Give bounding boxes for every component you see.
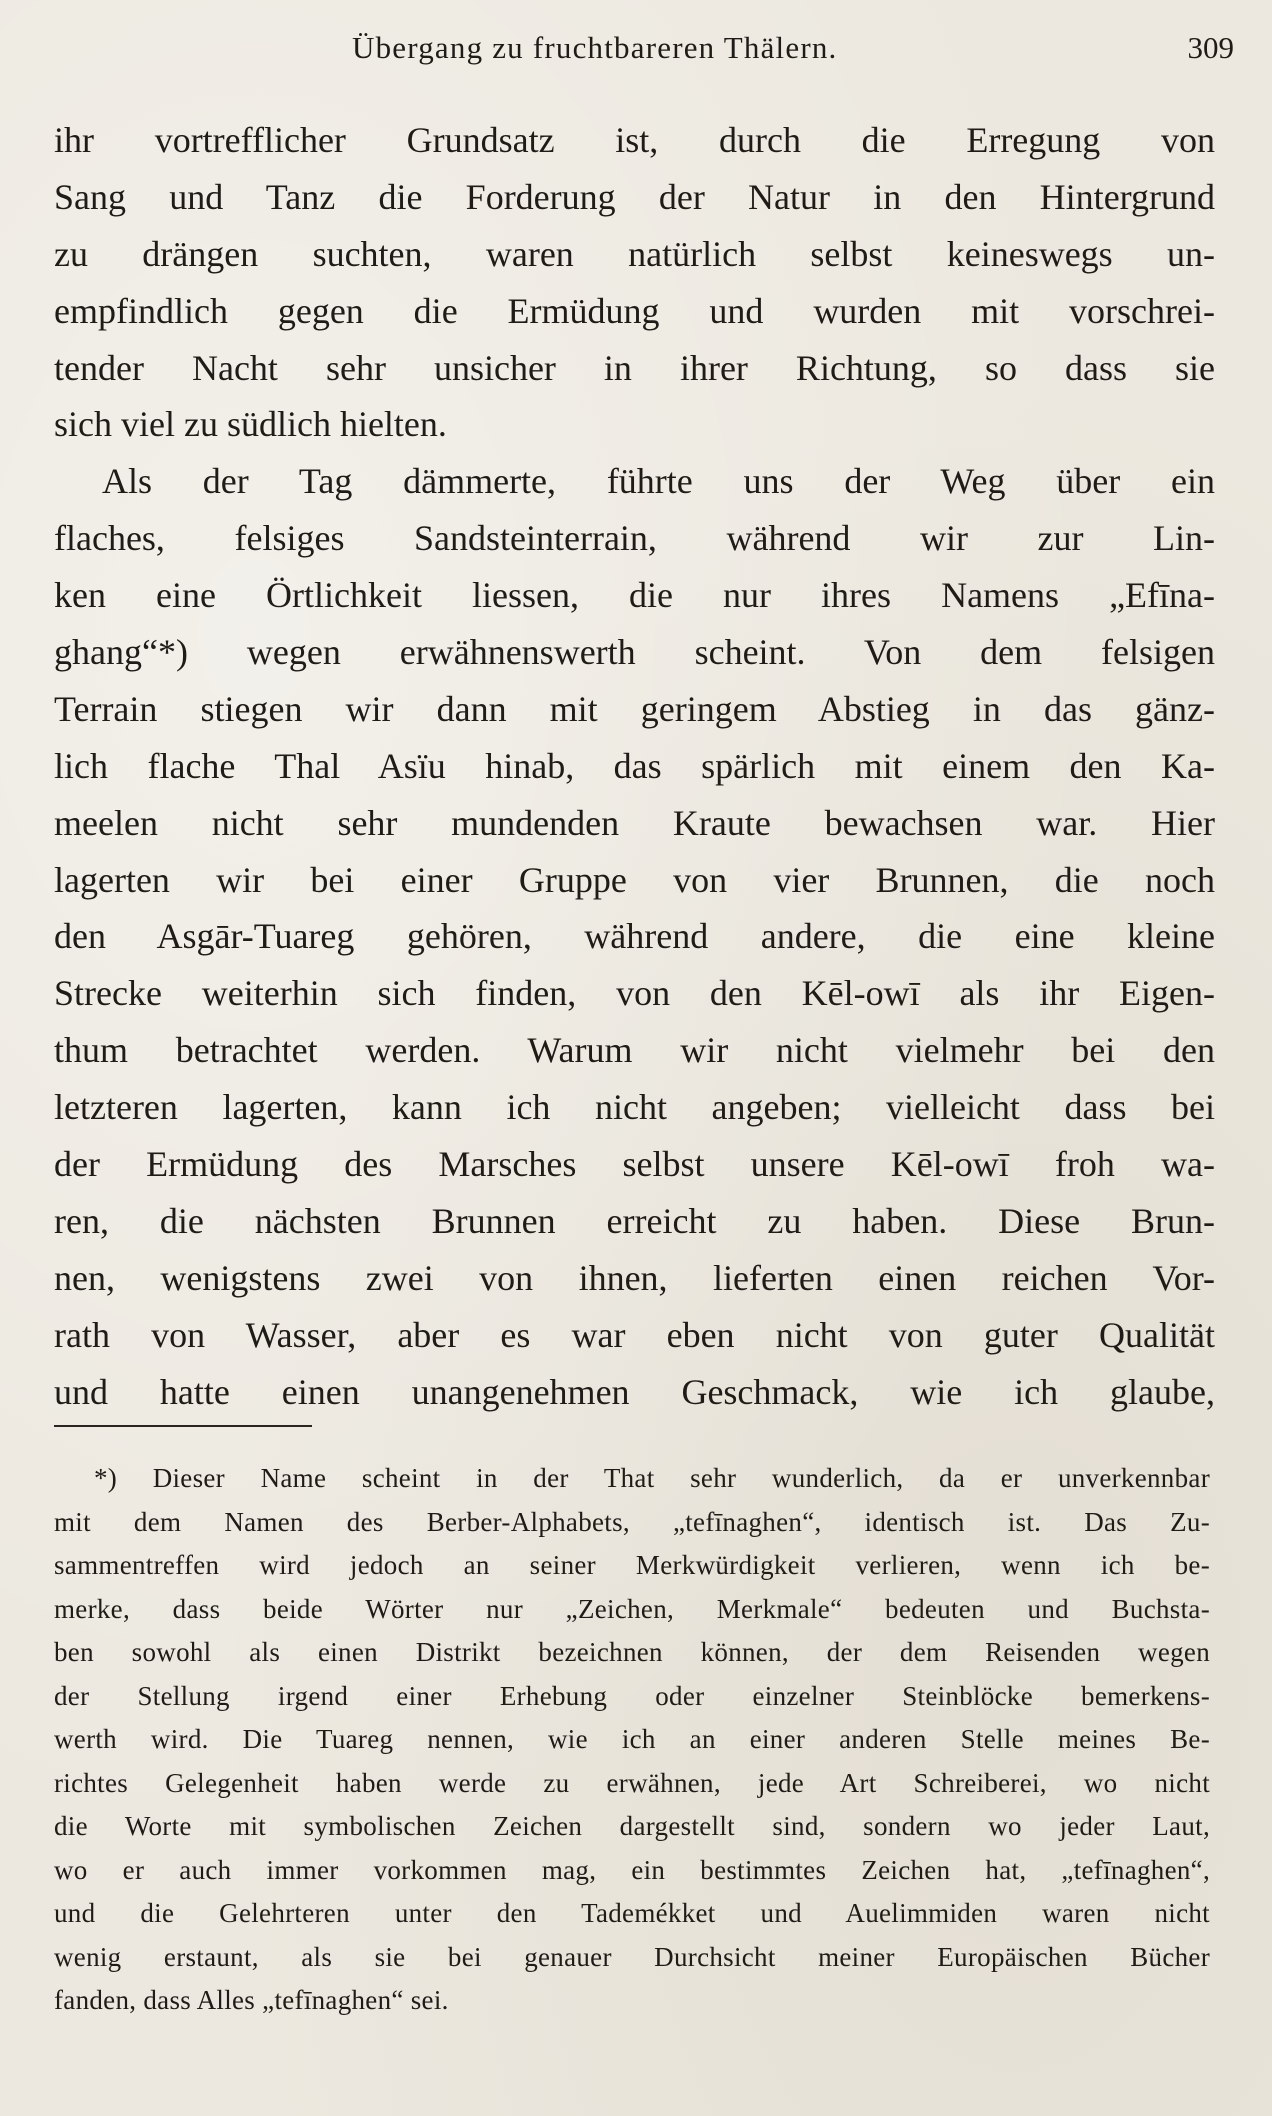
body-line: tender Nacht sehr unsicher in ihrer Richtung, so dass sie bbox=[54, 347, 1215, 388]
body-line: lagerten wir bei einer Gruppe von vier Brunnen, die noch bbox=[54, 859, 1215, 900]
footnote-line: wo er auch immer vorkommen mag, ein bestimmtes Zeichen hat, „tefīnaghen“, bbox=[54, 1854, 1210, 1885]
body-line: zu drängen suchten, waren natürlich selbst keineswegs un- bbox=[54, 233, 1215, 274]
body-line: Terrain stiegen wir dann mit geringem Abstieg in das gänz- bbox=[54, 688, 1215, 729]
footnote-line: fanden, dass Alles „tefīnaghen“ sei. bbox=[54, 1985, 449, 2015]
footnote-line: richtes Gelegenheit haben werde zu erwähnen, jede Art Schreiberei, wo nicht bbox=[54, 1767, 1210, 1798]
footnote bbox=[54, 1457, 1210, 2023]
footnote-line: die Worte mit symbolischen Zeichen dargestellt sind, sondern wo jeder Laut, bbox=[54, 1811, 1210, 1841]
body-line: lich flache Thal Asïu hinab, das spärlich mit einem den Ka- bbox=[54, 745, 1215, 786]
body-text bbox=[54, 112, 1215, 1420]
body-line: meelen nicht sehr mundenden Kraute bewachsen war. Hier bbox=[54, 802, 1215, 843]
footnote-line: werth wird. Die Tuareg nennen, wie ich an einer anderen Stelle meines Be- bbox=[54, 1724, 1210, 1754]
footnote-line: *) Dieser Name scheint in der That sehr wunderlich, da er unverkennbar bbox=[94, 1463, 1210, 1493]
body-line: und hatte einen unangenehmen Geschmack, wie ich glaube, bbox=[54, 1371, 1215, 1412]
body-line: Als der Tag dämmerte, führte uns der Weg über ein bbox=[102, 461, 1215, 502]
body-line: ren, die nächsten Brunnen erreicht zu haben. Diese Brun- bbox=[54, 1200, 1215, 1241]
body-line: flaches, felsiges Sandsteinterrain, während wir zur Lin- bbox=[54, 518, 1215, 559]
body-line: thum betrachtet werden. Warum wir nicht vielmehr bei den bbox=[54, 1030, 1215, 1071]
running-title: Übergang zu fruchtbareren Thälern. bbox=[352, 30, 838, 65]
body-line: Sang und Tanz die Forderung der Natur in den Hintergrund bbox=[54, 176, 1215, 217]
page-number: 309 bbox=[1187, 30, 1234, 65]
footnote-line: und die Gelehrteren unter den Tademékket und Auelimmiden waren nicht bbox=[54, 1898, 1210, 1928]
body-line: Strecke weiterhin sich finden, von den Kēl-owī als ihr Eigen- bbox=[54, 973, 1215, 1014]
body-line: sich viel zu südlich hielten. bbox=[54, 404, 447, 445]
body-line: letzteren lagerten, kann ich nicht angeben; vielleicht dass bei bbox=[54, 1087, 1215, 1128]
body-line: ihr vortrefflicher Grundsatz ist, durch die Erregung von bbox=[54, 120, 1215, 160]
footnote-rule bbox=[54, 1425, 312, 1427]
footnote-line: merke, dass beide Wörter nur „Zeichen, Merkmale“ bedeuten und Buchsta- bbox=[54, 1593, 1210, 1624]
footnote-line: der Stellung irgend einer Erhebung oder einzelner Steinblöcke bemerkens- bbox=[54, 1680, 1210, 1711]
footnote-line: mit dem Namen des Berber-Alphabets, „tefīnaghen“, identisch ist. Das Zu- bbox=[54, 1506, 1210, 1537]
body-line: nen, wenigstens zwei von ihnen, lieferten einen reichen Vor- bbox=[54, 1257, 1215, 1298]
body-line: den Asgār-Tuareg gehören, während andere, die eine kleine bbox=[54, 916, 1215, 957]
body-line: rath von Wasser, aber es war eben nicht von guter Qualität bbox=[54, 1314, 1215, 1355]
footnote-line: wenig erstaunt, als sie bei genauer Durchsicht meiner Europäischen Bücher bbox=[54, 1941, 1210, 1972]
body-line: der Ermüdung des Marsches selbst unsere Kēl-owī froh wa- bbox=[54, 1144, 1215, 1185]
body-line: empfindlich gegen die Ermüdung und wurden mit vorschrei- bbox=[54, 290, 1215, 331]
body-line: ken eine Örtlichkeit liessen, die nur ihres Namens „Efīna- bbox=[54, 575, 1215, 616]
body-line: ghang“*) wegen erwähnenswerth scheint. Von dem felsigen bbox=[54, 632, 1215, 673]
footnote-line: sammentreffen wird jedoch an seiner Merkwürdigkeit verlieren, wenn ich be- bbox=[54, 1550, 1210, 1580]
footnote-line: ben sowohl als einen Distrikt bezeichnen können, der dem Reisenden wegen bbox=[54, 1637, 1210, 1667]
